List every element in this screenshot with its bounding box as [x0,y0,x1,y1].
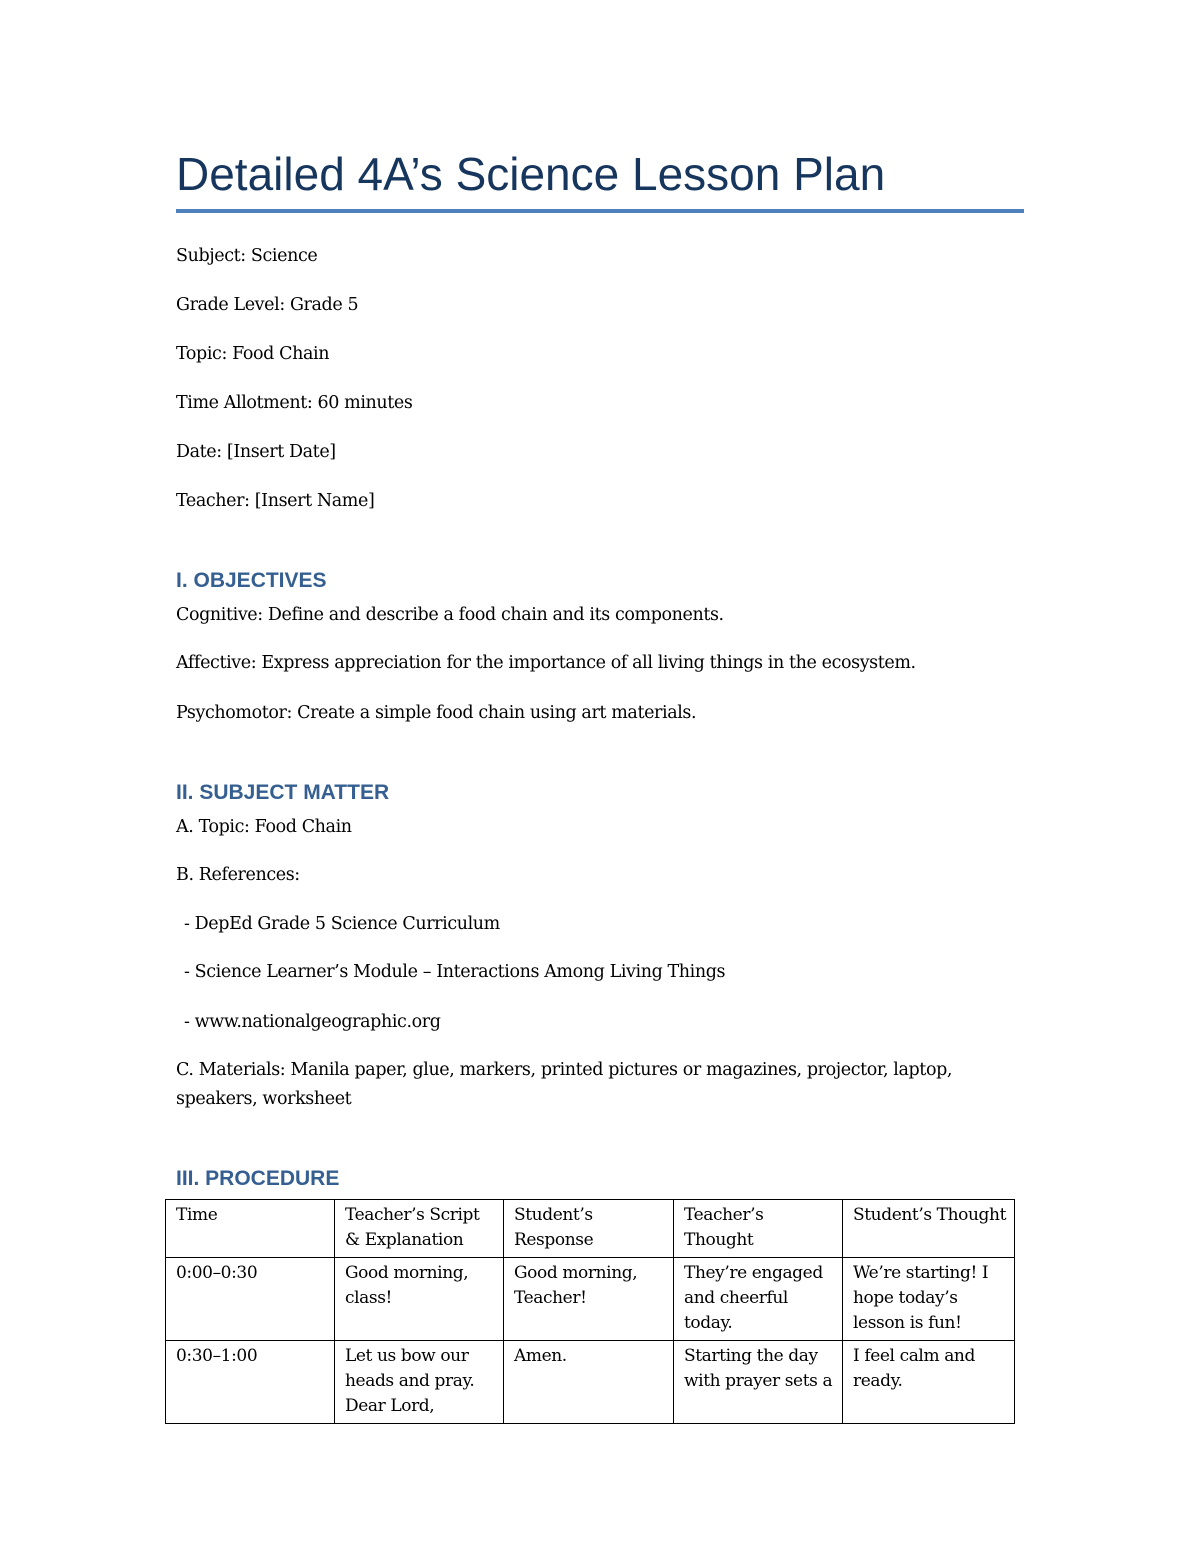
table-cell: 0:00–0:30 [166,1258,335,1341]
info-date: Date: [Insert Date] [176,442,336,462]
reference-item: - Science Learner’s Module – Interactions Among Living Things [184,962,726,982]
document-title: Detailed 4A’s Science Lesson Plan [176,148,886,200]
table-cell: Let us bow our heads and pray. Dear Lord, [335,1341,504,1424]
materials: C. Materials: Manila paper, glue, markers, printed pictures or magazines, projector, laptop, speakers, worksheet [176,1060,953,1109]
table-row [166,1258,1015,1341]
title-underline [176,209,1024,213]
objective-cognitive: Cognitive: Define and describe a food chain and its components. [176,605,724,625]
reference-item: - DepEd Grade 5 Science Curriculum [184,914,500,934]
table-cell: Starting the day with prayer sets a [674,1341,843,1424]
procedure-heading: III. PROCEDURE [176,1167,340,1190]
info-topic: Topic: Food Chain [176,344,330,364]
info-subject: Subject: Science [176,246,318,266]
table-cell: They’re engaged and cheerful today. [674,1258,843,1341]
header-cell: Time [166,1200,335,1258]
table-header-row [166,1200,1015,1258]
table-cell: We’re starting! I hope today’s lesson is fun! [843,1258,1015,1341]
table-cell: I feel calm and ready. [843,1341,1015,1424]
table-cell: Good morning, Teacher! [504,1258,674,1341]
header-cell: Teacher’s Script & Explanation [335,1200,504,1258]
table-cell: 0:30–1:00 [166,1341,335,1424]
subject-matter-topic: A. Topic: Food Chain [176,817,352,837]
info-grade-level: Grade Level: Grade 5 [176,295,359,315]
table-cell: Good morning, class! [335,1258,504,1341]
objectives-heading: I. OBJECTIVES [176,569,327,592]
objective-affective: Affective: Express appreciation for the importance of all living things in the ecosystem. [176,653,916,673]
header-cell: Student’s Response [504,1200,674,1258]
header-cell: Teacher’s Thought [674,1200,843,1258]
reference-item: - www.nationalgeographic.org [184,1012,441,1032]
info-teacher: Teacher: [Insert Name] [176,491,375,511]
info-time-allotment: Time Allotment: 60 minutes [176,393,413,413]
table-cell: Amen. [504,1341,674,1424]
table-row [166,1341,1015,1424]
objective-psychomotor: Psychomotor: Create a simple food chain using art materials. [176,703,697,723]
header-cell: Student’s Thought [843,1200,1015,1258]
procedure-table [165,1199,1015,1424]
references-label: B. References: [176,865,300,885]
subject-matter-heading: II. SUBJECT MATTER [176,781,390,804]
